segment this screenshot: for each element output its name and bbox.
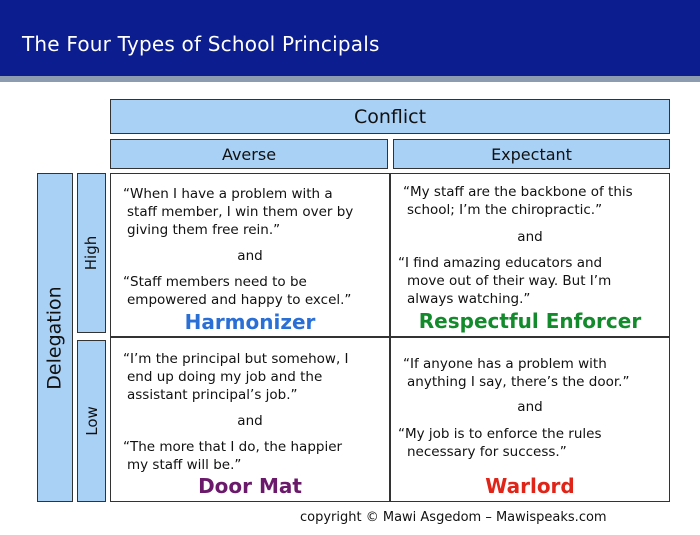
copyright-footer: copyright © Mawi Asgedom – Mawispeaks.com <box>300 510 607 525</box>
low-header <box>77 340 106 502</box>
quote-line: my staff will be.” <box>127 457 242 473</box>
title-bar-stripe <box>0 76 700 82</box>
quote-line: giving them free rein.” <box>127 222 281 238</box>
quote-line: end up doing my job and the <box>127 369 323 385</box>
quote-line: assistant principal’s job.” <box>127 387 298 403</box>
type-name-respectful-enforcer: Respectful Enforcer <box>418 309 642 333</box>
cell-warlord <box>390 337 670 502</box>
quote-line: necessary for success.” <box>407 444 567 460</box>
type-name-door-mat: Door Mat <box>198 474 302 498</box>
cell-door-mat <box>110 337 390 502</box>
and-label: and <box>517 229 543 245</box>
conflict-label: Conflict <box>353 105 427 128</box>
quote-line: anything I say, there’s the door.” <box>407 374 630 390</box>
quote-line: “My staff are the backbone of this <box>403 184 633 200</box>
quote-line: always watching.” <box>407 291 531 307</box>
quote-line: “Staff members need to be <box>123 274 307 290</box>
quote-line: “The more that I do, the happier <box>123 439 343 455</box>
type-name-warlord: Warlord <box>485 474 575 498</box>
averse-label: Averse <box>221 144 277 164</box>
delegation-label: Delegation <box>44 285 67 390</box>
and-label: and <box>237 413 263 429</box>
quote-line: “My job is to enforce the rules <box>398 426 602 442</box>
quote-line: empowered and happy to excel.” <box>127 292 352 308</box>
cell-harmonizer <box>110 173 390 337</box>
high-header <box>77 173 106 333</box>
and-label: and <box>517 399 543 415</box>
low-label: Low <box>82 406 101 436</box>
conflict-header <box>110 99 670 134</box>
and-label: and <box>237 248 263 264</box>
cell-respectful-enforcer <box>390 173 670 337</box>
quote-line: “If anyone has a problem with <box>403 356 607 372</box>
expectant-label: Expectant <box>491 144 572 164</box>
quote-line: “When I have a problem with a <box>123 186 333 202</box>
averse-header <box>110 139 388 169</box>
quote-line: school; I’m the chiropractic.” <box>407 202 603 218</box>
quote-line: staff member, I win them over by <box>127 204 354 220</box>
quote-line: move out of their way. But I’m <box>407 273 612 289</box>
quote-line: “I find amazing educators and <box>398 255 603 271</box>
quote-line: “I’m the principal but somehow, I <box>123 351 349 367</box>
page-title: The Four Types of School Principals <box>22 32 380 56</box>
type-name-harmonizer: Harmonizer <box>184 310 316 334</box>
delegation-header <box>37 173 73 502</box>
expectant-header <box>393 139 670 169</box>
high-label: High <box>82 235 101 271</box>
